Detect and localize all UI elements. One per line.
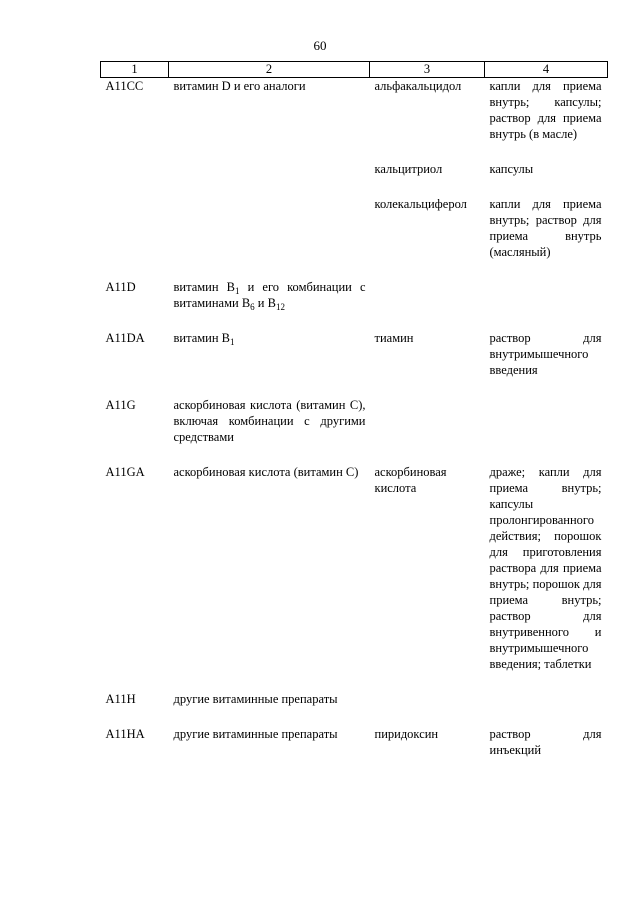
drug-name: аскорбиновая кислота <box>374 465 447 495</box>
group-name: витамин $B_1$ <box>173 331 235 347</box>
table-row <box>101 78 608 143</box>
atc-code: А11D <box>105 280 136 294</box>
drug-name: кальцитриол <box>374 162 443 176</box>
dosage-forms: раствор для внутримышечного введения <box>489 331 602 377</box>
drug-name: колекальциферол <box>374 197 467 211</box>
drug-name: тиамин <box>374 331 414 345</box>
table-row <box>101 196 608 260</box>
dosage-forms: капли для приема внутрь; капсулы; раствор для приема внутрь (в масле) <box>489 79 602 141</box>
dosage-forms: капсулы <box>489 162 534 176</box>
dosage-forms: драже; капли для приема внутрь; капсулы пролонгированного действия; порошок для приготовления раствора для приема внутрь; порошок для приема внутрь; раствор для внутривенного и внутримышечного введения; таблетки <box>489 465 602 671</box>
dosage-forms: раствор для инъекций <box>489 727 602 757</box>
col-header-3: 3 <box>370 62 485 78</box>
table-row <box>101 691 608 707</box>
table-row <box>101 397 608 445</box>
atc-code: А11НА <box>105 727 145 741</box>
drug-name: пиридоксин <box>374 727 439 741</box>
drug-classification-table <box>100 61 608 758</box>
group-name: витамин $B_1$ и его комбинации с витаминами $B_6$ и $B_{12}$ <box>173 280 366 312</box>
table-row <box>101 279 608 311</box>
atc-code: А11G <box>105 398 136 412</box>
group-name: другие витаминные препараты <box>173 727 338 741</box>
group-name: витамин D и его аналоги <box>173 79 306 93</box>
group-name: аскорбиновая кислота (витамин C), включая комбинации с другими средствами <box>173 398 366 444</box>
group-name: другие витаминные препараты <box>173 692 338 706</box>
dosage-forms: капли для приема внутрь; раствор для приема внутрь (масляный) <box>489 197 602 259</box>
table-row <box>101 330 608 378</box>
header-row <box>101 62 608 78</box>
page-number: 60 <box>313 38 327 53</box>
table-row <box>101 161 608 177</box>
col-header-2: 2 <box>169 62 370 78</box>
group-name: аскорбиновая кислота (витамин C) <box>173 465 359 479</box>
atc-code: А11Н <box>105 692 136 706</box>
atc-code: А11GА <box>105 465 145 479</box>
atc-code: А11DА <box>105 331 145 345</box>
col-header-1: 1 <box>101 62 169 78</box>
table-row <box>101 464 608 672</box>
drug-name: альфакальцидол <box>374 79 462 93</box>
atc-code: А11СС <box>105 79 144 93</box>
col-header-4: 4 <box>485 62 608 78</box>
table-row <box>101 726 608 758</box>
